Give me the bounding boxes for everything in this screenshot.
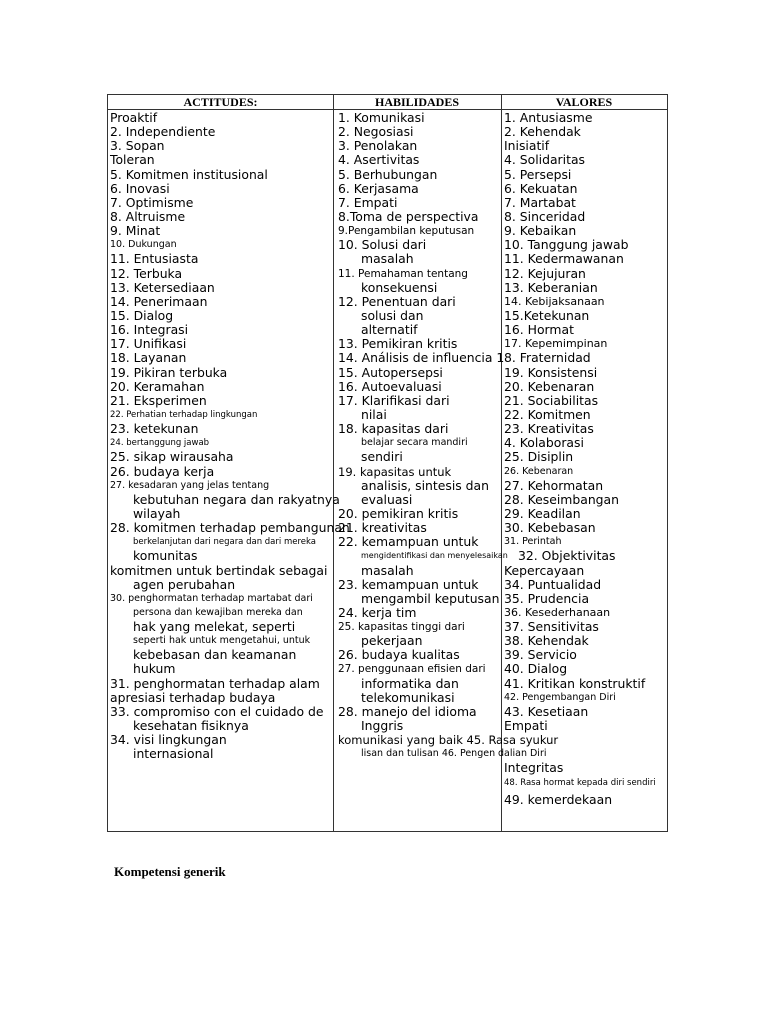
list-item: 17. Kepemimpinan — [504, 337, 608, 351]
list-item: 8.Toma de perspectiva — [338, 208, 479, 224]
list-item: 25. Disiplin — [504, 449, 574, 465]
list-item: 12. Kejujuran — [504, 265, 586, 281]
list-item: nilai — [361, 406, 387, 422]
list-item: 48. Rasa hormat kepada diri sendiri — [504, 777, 656, 788]
list-item: apresiasi terhadap budaya — [110, 689, 276, 705]
header-actitudes: ACTITUDES: — [108, 95, 333, 110]
valores-column — [496, 110, 666, 807]
list-item: 49. kemerdekaan — [504, 791, 613, 807]
list-item: 31. penghormatan terhadap alam — [110, 675, 320, 691]
list-item: 32. Objektivitas — [518, 548, 616, 564]
list-item: 11. Kedermawanan — [504, 251, 624, 267]
list-item: 11. Entusiasta — [110, 251, 199, 267]
list-item: 29. Keadilan — [504, 505, 581, 521]
list-item: 25. kapasitas tinggi dari — [338, 621, 465, 634]
list-item: 26. Kebenaran — [504, 465, 574, 477]
list-item: 2. Independiente — [110, 124, 216, 140]
list-item: 31. Perintah — [504, 536, 562, 548]
list-item: kebutuhan negara dan rakyatnya — [133, 491, 340, 507]
list-item: 6. Kerjasama — [338, 180, 419, 196]
list-item: belajar secara mandiri — [361, 437, 468, 449]
list-item: mengambil keputusan — [361, 590, 500, 606]
list-item: komunikasi yang baik 45. R — [338, 733, 497, 748]
list-item: alternatif — [361, 322, 418, 338]
list-item: 42. Pengembangan Diri — [504, 691, 616, 703]
list-item: persona dan kewajiban mereka dan — [133, 606, 303, 618]
list-item: kebebasan dan keamanan — [133, 647, 297, 663]
list-item: 17. Unifikasi — [110, 336, 187, 352]
list-item: 35. Prudencia — [504, 590, 590, 606]
list-item: 13. Pemikiran kritis — [338, 336, 458, 352]
column-divider — [501, 95, 502, 831]
list-item: 19. Pikiran terbuka — [110, 364, 228, 380]
list-item: 14. Análisis de influencia 1 — [338, 350, 505, 366]
list-item: 4. Kolaborasi — [504, 435, 584, 451]
list-item: Inggris — [361, 718, 404, 734]
list-item: Kepercayaan — [504, 562, 585, 578]
list-item: seperti hak untuk mengetahui, untuk — [133, 635, 311, 647]
list-item: 23. kemampuan untuk — [338, 576, 479, 592]
list-item: 27. Kehormatan — [504, 477, 604, 493]
list-item: 7. Empati — [338, 194, 398, 210]
list-item: 19. Konsistensi — [504, 364, 598, 380]
list-item: 20. Kebenaran — [504, 378, 595, 394]
list-item: konsekuensi — [361, 279, 438, 295]
list-item: 17. Klarifikasi dari — [338, 392, 450, 408]
list-item: 15. Autopersepsi — [338, 364, 443, 380]
list-item: 8. Fraternidad — [504, 350, 591, 366]
list-item: 27. kesadaran yang jelas tentang — [110, 479, 270, 491]
list-item: 41. Kritikan konstruktif — [504, 675, 646, 691]
list-item: 23. Kreativitas — [504, 421, 594, 437]
list-item: solusi dan — [361, 307, 424, 323]
list-item: 2. Kehendak — [504, 124, 581, 140]
list-item: 21. Sociabilitas — [504, 392, 599, 408]
list-item: masalah — [361, 562, 414, 578]
list-item: hak yang melekat, seperti — [133, 619, 296, 635]
list-item: 1. Komunikasi — [338, 110, 425, 125]
list-item: telekomunikasi — [361, 689, 455, 705]
list-item: 20. pemikiran kritis — [338, 505, 459, 521]
list-item: evaluasi — [361, 491, 413, 507]
list-item: informatika dan — [361, 675, 459, 691]
list-item: 4. Asertivitas — [338, 152, 420, 168]
list-item: 1. Antusiasme — [504, 110, 593, 125]
list-item: kesehatan fisiknya — [133, 718, 249, 734]
list-item: agen perubahan — [133, 576, 236, 592]
list-item: 9. Minat — [110, 223, 161, 239]
header-valores: VALORES — [501, 95, 667, 110]
list-item: 22. Perhatian terhadap lingkungan — [110, 409, 258, 420]
list-item: 16. Autoevaluasi — [338, 378, 442, 394]
list-item: 14. Kebijaksanaan — [504, 294, 605, 308]
list-item: Inisiatif — [504, 138, 550, 154]
list-item: 18. Layanan — [110, 350, 187, 366]
list-item: 8. Altruisme — [110, 208, 186, 224]
list-item: 33. compromiso con el cuidado de — [110, 703, 324, 719]
list-item: 16. Hormat — [504, 322, 574, 338]
list-item: sendiri — [361, 449, 403, 465]
list-item: 16. Integrasi — [110, 322, 189, 338]
list-item: 26. budaya kualitas — [338, 647, 460, 663]
list-item: 10. Dukungan — [110, 239, 177, 251]
list-item: berkelanjutan dari negara dan dari mereka — [133, 537, 316, 548]
list-item: 10. Solusi dari — [338, 237, 427, 253]
header-habilidades: HABILIDADES — [333, 95, 501, 110]
list-item: 5. Persepsi — [504, 166, 572, 182]
list-item: 26. budaya kerja — [110, 463, 215, 479]
list-item: 5. Berhubungan — [338, 166, 438, 182]
list-item: Integritas — [504, 760, 564, 776]
list-item: komunitas — [133, 548, 198, 564]
list-item: 6. Kekuatan — [504, 180, 578, 196]
list-item: 10. Tanggung jawab — [504, 237, 629, 253]
list-item: komitmen untuk bertindak sebagai — [110, 562, 328, 578]
competency-table — [107, 94, 668, 832]
list-item: dalian Diri — [498, 748, 547, 760]
list-item: 15.Ketekunan — [504, 307, 590, 323]
list-item: asa syukur — [496, 733, 559, 748]
list-item: 28. komitmen terhadap pembangunan — [110, 520, 350, 536]
list-item: 43. Kesetiaan — [504, 703, 589, 719]
list-item: 20. Keramahan — [110, 378, 205, 394]
list-item: 5. Komitmen institusional — [110, 166, 268, 182]
list-item: wilayah — [133, 505, 181, 521]
list-item: 30. penghormatan terhadap martabat dari — [110, 592, 313, 604]
list-item: 23. ketekunan — [110, 421, 199, 437]
list-item: hukum — [133, 661, 176, 677]
list-item: pekerjaan — [361, 633, 423, 649]
list-item: 6. Inovasi — [110, 180, 170, 196]
list-item: 8. Sinceridad — [504, 208, 586, 224]
list-item: 15. Dialog — [110, 307, 174, 323]
section-title: Kompetensi generik — [114, 864, 226, 879]
list-item: 21. Eksperimen — [110, 392, 207, 408]
list-item: 11. Pemahaman tentang — [338, 267, 468, 280]
list-item: lisan dan tulisan 46. Pengen — [361, 748, 496, 760]
list-item: 22. kemampuan untuk — [338, 534, 479, 550]
list-item: Empati — [504, 718, 548, 734]
list-item: 13. Ketersediaan — [110, 279, 215, 295]
list-item: 37. Sensitivitas — [504, 619, 599, 635]
list-item: 21. kreativitas — [338, 520, 427, 536]
habilidades-column — [338, 110, 508, 761]
list-item: 27. penggunaan efisien dari — [338, 663, 486, 676]
list-item: mengidentifikasi dan menyelesaikan — [361, 551, 508, 561]
list-item: 12. Penentuan dari — [338, 293, 456, 309]
list-item: Proaktif — [110, 110, 158, 125]
list-item: 36. Kesederhanaan — [504, 605, 611, 619]
list-item: 39. Servicio — [504, 647, 577, 663]
list-item: 28. manejo del idioma — [338, 703, 477, 719]
list-item: analisis, sintesis dan — [361, 477, 489, 493]
list-item: 28. Keseimbangan — [504, 491, 619, 507]
list-item: masalah — [361, 251, 414, 267]
list-item: 18. kapasitas dari — [338, 421, 449, 437]
list-item: Toleran — [110, 152, 155, 168]
list-item: 9.Pengambilan keputusan — [338, 225, 475, 238]
list-item: 24. kerja tim — [338, 604, 417, 620]
list-item: 40. Dialog — [504, 661, 568, 677]
list-item: 7. Optimisme — [110, 194, 194, 210]
list-item: 22. Komitmen — [504, 406, 591, 422]
column-divider — [333, 95, 334, 831]
list-item: 25. sikap wirausaha — [110, 449, 234, 465]
list-item: 4. Solidaritas — [504, 152, 585, 168]
list-item: 3. Penolakan — [338, 138, 418, 154]
list-item: 30. Kebebasan — [504, 520, 596, 536]
list-item: 7. Martabat — [504, 194, 576, 210]
list-item: 2. Negosiasi — [338, 124, 414, 140]
list-item: 19. kapasitas untuk — [338, 464, 452, 479]
list-item: internasional — [133, 746, 214, 762]
list-item: 3. Sopan — [110, 138, 165, 154]
list-item: 13. Keberanian — [504, 279, 598, 295]
list-item: 9. Kebaikan — [504, 223, 577, 239]
list-item: 12. Terbuka — [110, 265, 183, 281]
list-item: 34. Puntualidad — [504, 576, 602, 592]
actitudes-column — [110, 110, 350, 762]
list-item: 34. visi lingkungan — [110, 732, 227, 748]
list-item: 38. Kehendak — [504, 633, 589, 649]
list-item: 24. bertanggung jawab — [110, 438, 210, 449]
list-item: 14. Penerimaan — [110, 293, 208, 309]
